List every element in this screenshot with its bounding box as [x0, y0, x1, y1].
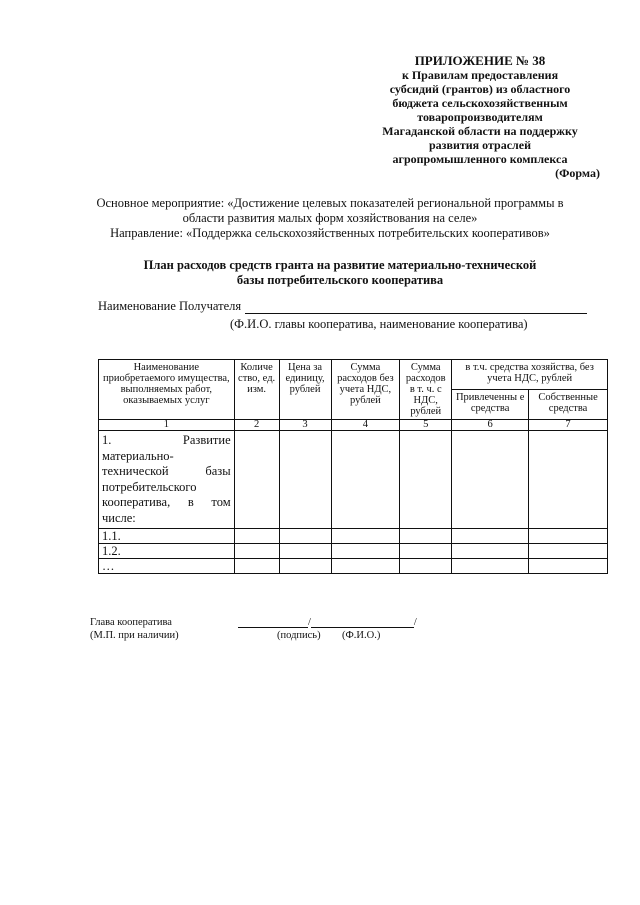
header-qty: Количе ство, ед. изм.: [234, 360, 279, 420]
grant-expense-table: [98, 359, 608, 574]
header-name: Наименование приобретаемого имущества, выполняемых работ, оказываемых услуг: [99, 360, 235, 420]
head-label: Глава кооператива: [90, 617, 172, 628]
row-name: …: [99, 559, 235, 574]
table-cell: [452, 544, 529, 559]
plan-title-line: базы потребительского кооператива: [236, 273, 444, 287]
plan-title-line: План расходов средств гранта на развитие материально-технической: [143, 258, 537, 272]
appendix-line: к Правилам предоставления: [401, 68, 559, 82]
table-cell: [400, 559, 452, 574]
row-name: 1. Развитие материально-технической базы потребительского кооператива, в том числе:: [99, 431, 235, 529]
signature-slash: /: [308, 617, 311, 628]
table-cell: [279, 544, 331, 559]
appendix-line: агропромышленного комплекса: [392, 152, 568, 166]
table-cell: [279, 431, 331, 529]
signature-lines: [238, 616, 417, 628]
event-line: Основное мероприятие: «Достижение целевых показателей региональной программы в: [96, 196, 564, 210]
table-cell: [234, 529, 279, 544]
direction-line: Направление: «Поддержка сельскохозяйственных потребительских кооперативов»: [110, 226, 550, 240]
recipient-blank-line: [245, 300, 587, 314]
recipient-hint: (Ф.И.О. главы кооператива, наименование кооператива): [230, 317, 528, 331]
appendix-line: развития отраслей: [428, 138, 532, 152]
appendix-line: товаропроизводителям: [417, 110, 543, 124]
table-cell: [331, 544, 400, 559]
column-number-row: [99, 420, 608, 431]
appendix-line: Магаданской области на поддержку: [382, 124, 578, 138]
signature-block: [90, 616, 179, 642]
table-cell: [400, 529, 452, 544]
table-cell: [234, 431, 279, 529]
row-name: 1.1.: [99, 529, 235, 544]
table-cell: [234, 559, 279, 574]
header-price: Цена за единицу, рублей: [279, 360, 331, 420]
table-cell: [400, 431, 452, 529]
table-row: [99, 431, 608, 529]
table-cell: [452, 559, 529, 574]
table-row: [99, 529, 608, 544]
signature-blank-line: [238, 616, 308, 628]
column-number: 2: [234, 420, 279, 431]
form-label: (Форма): [555, 166, 600, 180]
table-cell: [331, 559, 400, 574]
column-number: 7: [529, 420, 608, 431]
recipient-label: Наименование Получателя: [98, 299, 242, 313]
header-funds-group: в т.ч. средства хозяйства, без учета НДС, рублей: [452, 360, 608, 390]
stamp-label: (М.П. при наличии): [90, 630, 179, 641]
appendix-block: [360, 54, 600, 180]
table-cell: [331, 431, 400, 529]
plan-title: [110, 258, 570, 288]
table-cell: [529, 544, 608, 559]
name-blank-line: [311, 616, 414, 628]
table-cell: [234, 544, 279, 559]
header-sum-no-vat: Сумма расходов без учета НДС, рублей: [331, 360, 400, 420]
table-row: [99, 544, 608, 559]
appendix-line: субсидий (грантов) из областного: [389, 82, 571, 96]
table-cell: [452, 431, 529, 529]
table-header-row: [99, 360, 608, 390]
column-number: 5: [400, 420, 452, 431]
row-name: 1.2.: [99, 544, 235, 559]
sign-caption: (подпись): [277, 630, 321, 641]
header-own: Собственные средства: [529, 390, 608, 420]
appendix-number: ПРИЛОЖЕНИЕ № 38: [414, 53, 546, 68]
table-cell: [529, 529, 608, 544]
column-number: 3: [279, 420, 331, 431]
event-description: [60, 196, 600, 241]
table-cell: [529, 431, 608, 529]
name-caption: (Ф.И.О.): [342, 630, 381, 641]
event-line: области развития малых форм хозяйствования на селе»: [182, 211, 478, 225]
table-row: [99, 559, 608, 574]
header-sum-vat: Сумма расходов в т. ч. с НДС, рублей: [400, 360, 452, 420]
column-number: 1: [99, 420, 235, 431]
column-number: 4: [331, 420, 400, 431]
table-cell: [529, 559, 608, 574]
table-cell: [452, 529, 529, 544]
column-number: 6: [452, 420, 529, 431]
recipient-field: [98, 299, 587, 314]
table-cell: [279, 529, 331, 544]
table-cell: [331, 529, 400, 544]
signature-slash: /: [413, 617, 417, 628]
table-cell: [400, 544, 452, 559]
table-cell: [279, 559, 331, 574]
header-borrowed: Привлеченны е средства: [452, 390, 529, 420]
appendix-line: бюджета сельскохозяйственным: [392, 96, 568, 110]
